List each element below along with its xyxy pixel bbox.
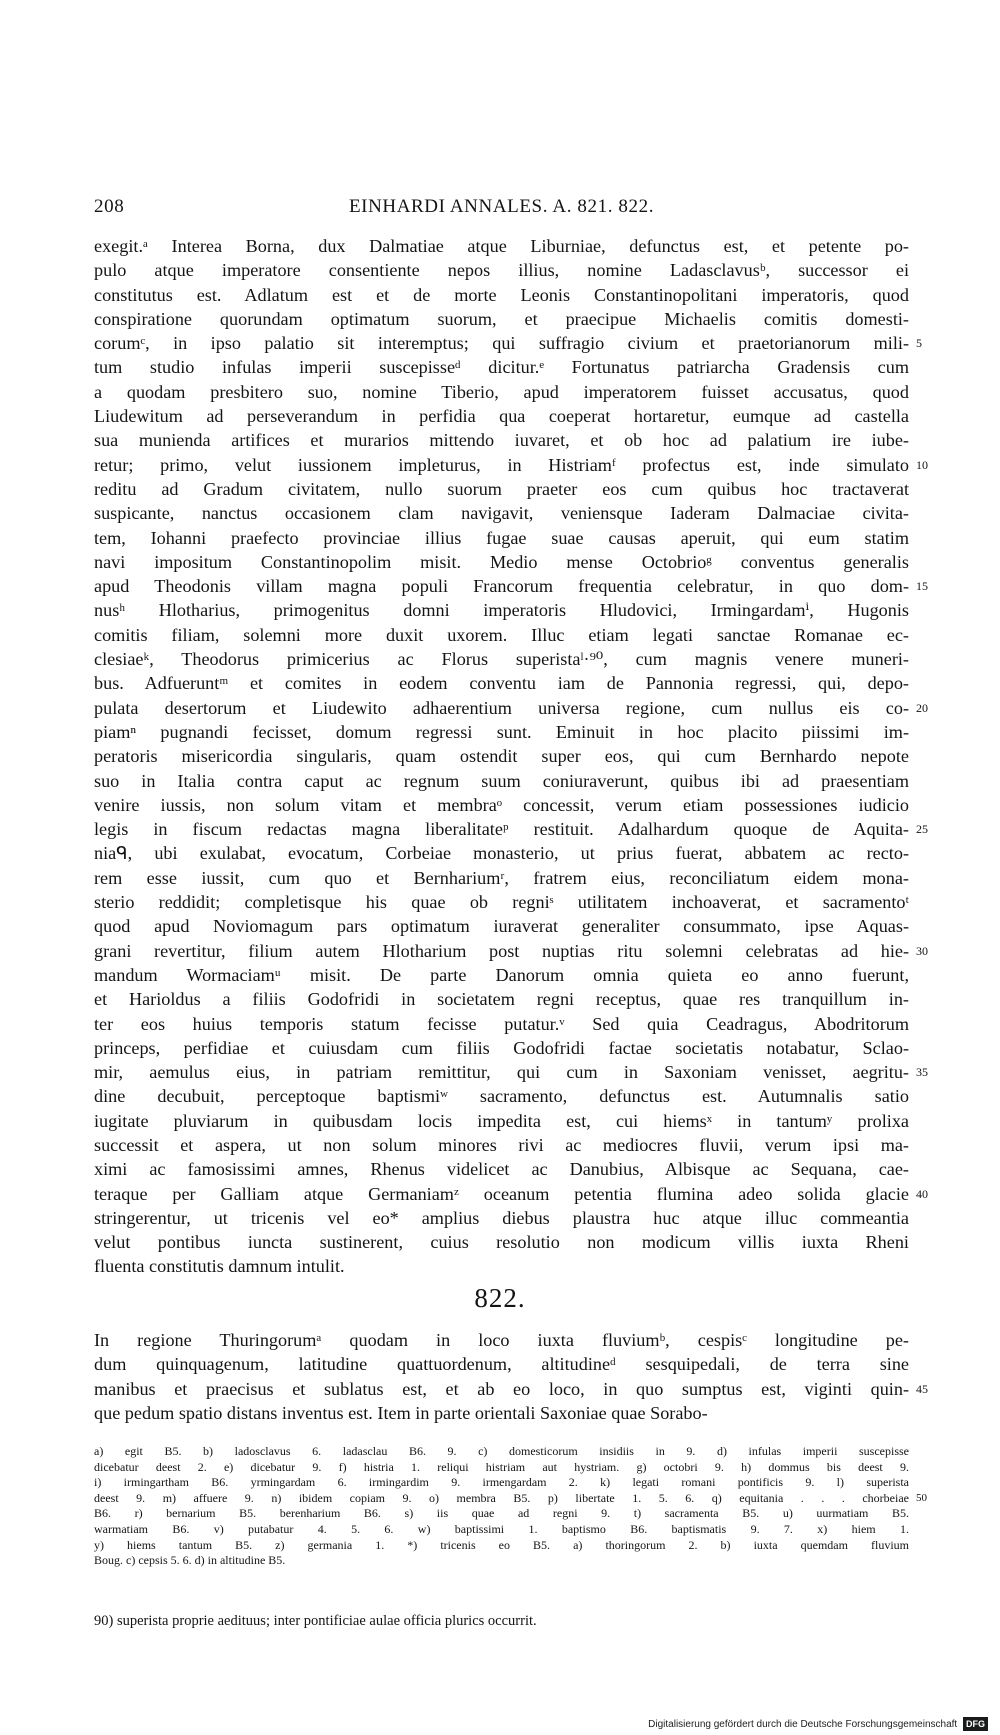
text-line (94, 1230, 909, 1254)
text-line (94, 1060, 928, 1084)
text-line (94, 355, 909, 379)
text-line-text: fluenta constitutis damnum intulit. (94, 1256, 345, 1277)
text-line-text: reditu ad Gradum civitatem, nullo suorum praeter eos cum quibus hoc tractaverat (94, 478, 909, 499)
text-line-text: niaᑫ, ubi exulabat, evocatum, Corbeiae monasterio, ut prius fuerat, abbatem ac recto- (94, 843, 909, 864)
footnote-line (94, 1490, 927, 1507)
text-line-text: exegit.ᵃ Interea Borna, dux Dalmatiae atque Liburniae, defunctus est, et petente po- (94, 236, 909, 256)
text-line (94, 841, 909, 865)
text-line-text: legis in fiscum redactas magna liberalitateᵖ restituit. Adalhardum quoque de Aquita- (94, 819, 909, 840)
text-line (94, 283, 909, 307)
text-line-text: venire iussis, non solum vitam et membraᵒ concessit, verum etiam possessiones iudicio (94, 794, 909, 815)
critical-apparatus (94, 1444, 927, 1569)
text-line (94, 1377, 928, 1401)
line-number: 35 (916, 1065, 928, 1080)
text-line (94, 623, 909, 647)
text-line-text: tem, Iohanni praefecto provinciae illius fugae suae causas aperuit, qui eum statim (94, 527, 909, 548)
text-line-text: a quodam presbitero suo, nomine Tiberio, apud imperatorem fuisset accusatus, quod (94, 381, 909, 402)
text-line-text: successit et aspera, ut non solum minores rivi ac mediocres fluvii, verum ipsi ma- (94, 1134, 909, 1155)
footnote-line (94, 1475, 909, 1491)
page-number: 208 (94, 196, 125, 217)
line-number: 20 (916, 700, 928, 715)
text-line-text: manibus et praecisus et sublatus est, et ab eo loco, in quo sumptus est, viginti quin- (94, 1378, 909, 1399)
text-line-text: mandum Wormaciamᵘ misit. De parte Danorum omnia quieta eo anno fuerunt, (94, 964, 909, 985)
text-line (94, 769, 909, 793)
text-line-text: ter eos huius temporis statum fecisse putatur.ᵛ Sed quia Ceadragus, Abodritorum (94, 1013, 909, 1034)
text-line-text: apud Theodonis villam magna populi Francorum frequentia celebratur, in quo dom- (94, 576, 909, 597)
digitization-credit (648, 1717, 988, 1731)
footnote-line (94, 1538, 909, 1554)
text-line-text: tum studio infulas imperii suscepisseᵈ dicitur.ᵉ Fortunatus patriarcha Gradensis cum (94, 357, 909, 378)
text-line (94, 914, 909, 938)
text-line-text: Liudewitum ad perseverandum in perfidia qua coeperat hortaretur, eumque ad castella (94, 406, 909, 427)
credit-text: Digitalisierung gefördert durch die Deutsche Forschungsgemeinschaft (648, 1719, 958, 1730)
text-line-text: In regione Thuringorumᵃ quodam in loco iuxta fluviumᵇ, cespisᶜ longitudine pe- (94, 1330, 909, 1350)
text-line (94, 1133, 909, 1157)
text-line-text: sterio reddidit; completisque his quae ob regniˢ utilitatem inchoaverat, et sacramentoᵗ (94, 892, 909, 913)
main-text-block (94, 234, 928, 1279)
text-line (94, 1036, 909, 1060)
text-line-text: ximi ac famosissimi amnes, Rhenus videlicet ac Danubius, Albisque ac Sequana, cae- (94, 1159, 909, 1180)
year-text-block (94, 1328, 928, 1425)
text-line-text: clesiaeᵏ, Theodorus primicerius ac Florus superistaˡ·⁹⁰, cum magnis venere muneri- (94, 649, 909, 670)
text-line (94, 987, 909, 1011)
text-line (94, 1206, 909, 1230)
line-number: 50 (916, 1491, 927, 1504)
text-line (94, 380, 909, 404)
text-line-text: et Harioldus a filiis Godofridi in societatem regni receptus, quae res tranquillum in- (94, 989, 909, 1010)
year-heading: 822. (474, 1283, 526, 1313)
line-number: 15 (916, 579, 928, 594)
footnote-line-text: i) irmingartham B6. yrmingardam 6. irmingardim 9. irmengardam 2. k) legati romani pontificis 9. l) superista (94, 1475, 909, 1490)
footnote-line-text: B6. r) bernarium B5. berenharium B6. s) iis quae ad regni 9. t) sacramenta B5. u) uurmatiam B5. (94, 1506, 909, 1521)
text-line (94, 234, 909, 258)
text-line (94, 963, 909, 987)
footnote-line (94, 1522, 909, 1538)
footnote-line-text: a) egit B5. b) ladosclavus 6. ladasclau B6. 9. c) domesticorum insidiis in 9. d) infulas imperii suscepisse (94, 1444, 909, 1458)
text-line-text: comitis filiam, solemni more duxit uxorem. Illuc etiam legati sanctae Romanae ec- (94, 624, 909, 645)
line-number: 30 (916, 943, 928, 958)
text-line-text: constitutus est. Adlatum est et de morte Leonis Constantinopolitani imperatoris, quod (94, 284, 909, 305)
text-line-text: que pedum spatio distans inventus est. Item in parte orientali Saxoniae quae Sorabo- (94, 1402, 708, 1423)
text-line (94, 598, 909, 622)
commentary-note: 90) superista proprie aedituus; inter pontificiae aulae officia plurics occurrit. (94, 1613, 537, 1629)
text-line (94, 744, 909, 768)
text-line-text: grani revertitur, filium autem Hlotharium post nuptias ritu solemni celebratas ad hie- (94, 940, 909, 961)
text-line-text: nusʰ Hlotharius, primogenitus domni imperatoris Hludovici, Irmingardamⁱ, Hugonis (94, 600, 909, 621)
text-line (94, 307, 909, 331)
text-line (94, 501, 909, 525)
text-line-text: piamⁿ pugnandi fecisset, domum regressi sunt. Eminuit in hoc placito piissimi im- (94, 721, 909, 742)
text-line (94, 331, 922, 355)
footnote-line-text: Boug. c) cepsis 5. 6. d) in altitudine B5. (94, 1553, 286, 1568)
text-line-text: quod apud Noviomagum pars optimatum iuraverat generaliter consummato, ipse Aquas- (94, 916, 909, 937)
text-line-text: princeps, perfidiae et cuiusdam cum filiis Godofridi factae societatis notabatur, Sclao- (94, 1037, 909, 1058)
running-head (94, 196, 909, 220)
text-line-text: sua munienda artifices et murarios mittendo iuvaret, et ob hoc ad palatium ire iube- (94, 430, 909, 451)
text-line-text: retur; primo, velut iussionem impleturus, in Histriamᶠ profectus est, inde simulato (94, 454, 909, 475)
text-line (94, 1012, 909, 1036)
text-line (94, 696, 928, 720)
text-line-text: dum quinquagenum, latitudine quattuordenum, altitudineᵈ sesquipedali, de terra sine (94, 1354, 909, 1375)
text-line (94, 793, 909, 817)
text-line-text: pulata desertorum et Liudewito adhaerentium universa regione, cum nullus eis co- (94, 697, 909, 718)
text-line-text: velut pontibus iuncta sustinerent, cuius resolutio non modicum villis iuxta Rheni (94, 1232, 909, 1253)
footnote-line (94, 1506, 909, 1522)
text-line (94, 890, 909, 914)
text-line (94, 428, 909, 452)
text-line (94, 453, 928, 477)
text-line (94, 939, 928, 963)
line-number: 45 (916, 1381, 928, 1396)
footnote-line-text: dicebatur deest 2. e) dicebatur 9. f) histria 1. reliqui histriam aut hystriam. g) octobri 9. h) dommus bis deest 9. (94, 1459, 909, 1474)
text-line (94, 550, 909, 574)
footnote-line-text: y) hiems tantum B5. z) germania 1. *) tricenis eo B5. a) thoringorum 2. b) iuxta quemdam fluvium (94, 1537, 909, 1552)
text-line (94, 1109, 909, 1133)
line-number: 25 (916, 822, 928, 837)
text-line-text: suspicante, nanctus occasionem clam navigavit, veniensque Iaderam Dalmaciae civita- (94, 503, 909, 524)
text-line (94, 647, 909, 671)
footnote-line (94, 1460, 909, 1476)
text-line-text: navi impositum Constantinopolim misit. Medio mense Octobrioᵍ conventus generalis (94, 551, 909, 572)
line-number: 5 (916, 336, 922, 351)
text-line (94, 1157, 909, 1181)
text-line-text: suo in Italia contra caput ac regnum suum coniuraverunt, quibus ibi ad praesentiam (94, 770, 909, 791)
footnote-line (94, 1553, 909, 1569)
text-line (94, 1182, 928, 1206)
text-line-text: peratoris misericordia singularis, quam ostendit super eos, qui cum Bernhardo nepote (94, 746, 909, 767)
text-line (94, 1254, 909, 1278)
footnote-line (94, 1444, 909, 1460)
text-line (94, 258, 909, 282)
text-line-text: conspiratione quorundam optimatum suorum, et praecipue Michaelis comitis domesti- (94, 308, 909, 329)
text-line (94, 404, 909, 428)
line-number: 40 (916, 1186, 928, 1201)
text-line (94, 1401, 909, 1425)
text-line (94, 720, 909, 744)
footnote-line-text: warmatiam B6. v) putabatur 4. 5. 6. w) baptissimi 1. baptismo B6. baptismatis 9. 7. x) hiem 1. (94, 1521, 909, 1536)
text-line (94, 866, 909, 890)
text-line (94, 526, 909, 550)
text-line-text: dine decubuit, perceptoque baptismiʷ sacramento, defunctus est. Autumnalis satio (94, 1086, 909, 1107)
text-line (94, 1328, 909, 1352)
text-line-text: stringerentur, ut tricenis vel eo* amplius diebus plaustra huc atque illuc commeantia (94, 1207, 909, 1228)
text-line-text: mir, aemulus eius, in patriam remittitur, qui cum in Saxoniam venisset, aegritu- (94, 1062, 909, 1083)
footnote-line-text: deest 9. m) affuere 9. n) ibidem copiam 9. o) membra B5. p) libertate 1. 5. 6. q) equitania . . . chorbeiae (94, 1490, 909, 1505)
text-line-text: bus. Adfueruntᵐ et comites in eodem conventu iam de Pannonia regressi, qui, depo- (94, 673, 909, 694)
text-line-text: iugitate pluviarum in quibusdam locis impedita est, cui hiemsˣ in tantumʸ prolixa (94, 1110, 909, 1131)
text-line-text: pulo atque imperatore consentiente nepos illius, nomine Ladasclavusᵇ, successor ei (94, 260, 909, 281)
text-line (94, 671, 909, 695)
text-line (94, 1084, 909, 1108)
text-line (94, 574, 928, 598)
text-line (94, 477, 909, 501)
text-line-text: corumᶜ, in ipso palatio sit interemptus; qui suffragio civium et praetorianorum mili- (94, 333, 909, 354)
text-line-text: rem esse iussit, cum quo et Bernhariumʳ, fratrem eius, reconciliatum eidem mona- (94, 867, 909, 888)
line-number: 10 (916, 457, 928, 472)
running-title: EINHARDI ANNALES. A. 821. 822. (348, 196, 655, 217)
dfg-logo: DFG (963, 1717, 988, 1731)
text-line (94, 1352, 909, 1376)
text-line-text: teraque per Galliam atque Germaniamᶻ oceanum petentia flumina adeo solida glacie (94, 1183, 909, 1204)
text-line (94, 817, 928, 841)
